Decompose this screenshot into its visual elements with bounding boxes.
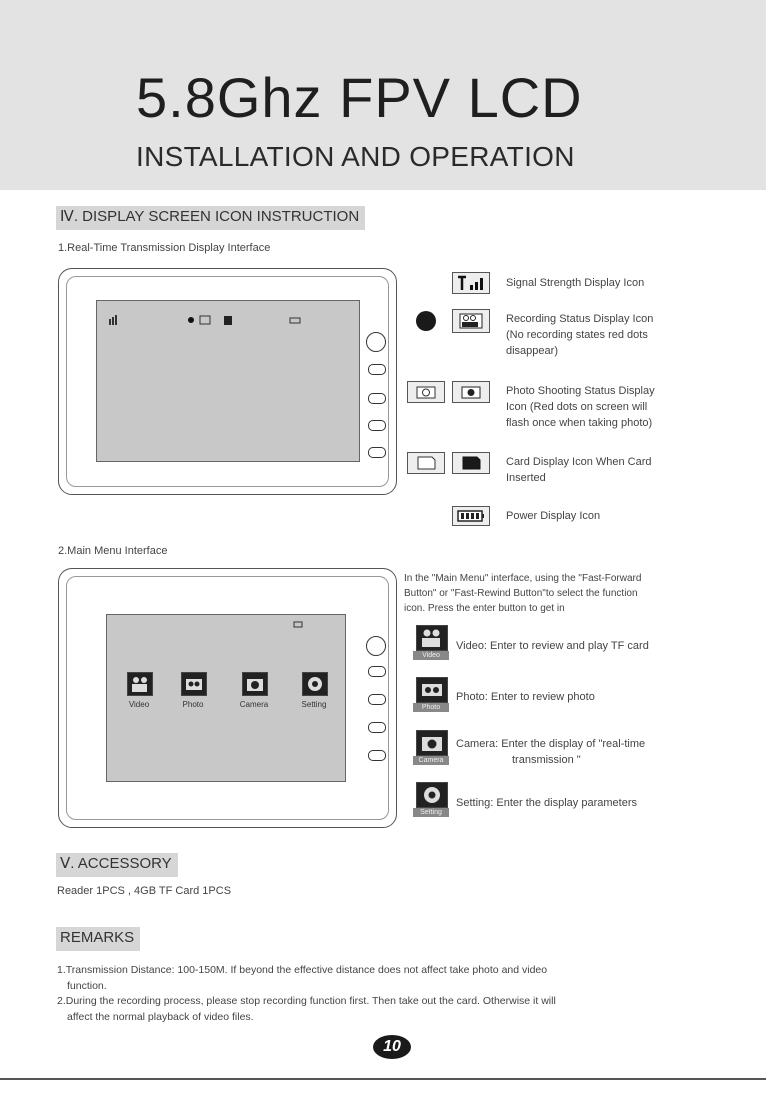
card-display-label: Card Display Icon When Card Inserted [506, 456, 652, 484]
page-subtitle: INSTALLATION AND OPERATION [136, 141, 575, 172]
camera-outline-icon [407, 381, 445, 403]
device-side-button [368, 666, 386, 677]
section-heading-accessory: Ⅴ. ACCESSORY [56, 853, 178, 877]
legend-camera-text: Camera: Enter the display of "real-time transmission " [456, 738, 646, 766]
subheading-realtime: 1.Real-Time Transmission Display Interface [58, 242, 271, 254]
legend-video: Video [413, 625, 449, 660]
photo-shooting-label: Photo Shooting Status Display Icon (Red dots on screen will flash once when taking photo) [506, 385, 655, 429]
device-enter-button [366, 636, 386, 656]
legend-photo-text: Photo: Enter to review photo [456, 691, 595, 703]
legend-photo: Photo [413, 677, 449, 712]
photo-icon [416, 677, 448, 703]
camera-icon [416, 730, 448, 756]
card-display-icon [452, 452, 490, 474]
camera-icon [242, 672, 268, 696]
device-side-button [368, 447, 386, 458]
video-icon [416, 625, 448, 651]
card-outline-icon [407, 452, 445, 474]
accessory-text: Reader 1PCS , 4GB TF Card 1PCS [57, 885, 232, 897]
page-number-badge: 10 [373, 1035, 411, 1059]
legend-camera: Camera [413, 730, 449, 765]
screen-card-icon [224, 316, 232, 325]
power-display-icon [452, 506, 490, 526]
screen-camera-icon [200, 316, 210, 324]
recording-status-label: Recording Status Display Icon (No recording states red dots disappear) [506, 313, 654, 357]
photo-icon [181, 672, 207, 696]
device-side-button [368, 420, 386, 431]
screen-menu-camera: Camera [234, 672, 274, 709]
device-side-button [368, 393, 386, 404]
section-heading-display: Ⅳ. DISPLAY SCREEN ICON INSTRUCTION [56, 206, 365, 230]
screen-signal-icon [109, 315, 117, 325]
screen-menu-row [106, 614, 344, 780]
legend-setting: Setting [413, 782, 449, 817]
gear-icon [302, 672, 328, 696]
device-side-button [368, 750, 386, 761]
screen-battery-icon [290, 318, 300, 323]
device-screen-realtime [96, 300, 360, 462]
signal-strength-icon [452, 272, 490, 294]
menu-intro-text: In the "Main Menu" interface, using the "Fast-Forward Button" or "Fast-Rewind Button"to select the function icon. Press the enter button to get in [404, 573, 642, 614]
bottom-rule [0, 1078, 766, 1080]
device-side-button [368, 722, 386, 733]
device-enter-button [366, 332, 386, 352]
recording-status-icon [452, 309, 490, 333]
screen-menu-setting: Setting [294, 672, 334, 709]
record-dot-icon [416, 311, 436, 331]
device-side-button [368, 364, 386, 375]
screen-menu-video: Video [122, 672, 156, 709]
legend-setting-text: Setting: Enter the display parameters [456, 797, 637, 809]
signal-strength-label: Signal Strength Display Icon [506, 277, 645, 289]
gear-icon [416, 782, 448, 808]
section-heading-remarks: REMARKS [56, 927, 140, 951]
screen-menu-photo: Photo [176, 672, 210, 709]
power-display-label: Power Display Icon [506, 510, 601, 522]
page-title: 5.8Ghz FPV LCD [136, 66, 583, 129]
subheading-main-menu: 2.Main Menu Interface [58, 545, 168, 557]
remarks-text: 1.Transmission Distance: 100-150M. If beyond the effective distance does not affect take photo and video function. 2.During the recording process, please stop recording function first. Then take out the card. Otherwise it will affect the normal playback of video files. [57, 964, 556, 1023]
video-icon [127, 672, 153, 696]
screen-record-dot-icon [188, 317, 194, 323]
legend-video-text: Video: Enter to review and play TF card [456, 640, 649, 652]
photo-shooting-icon [452, 381, 490, 403]
device-side-button [368, 694, 386, 705]
